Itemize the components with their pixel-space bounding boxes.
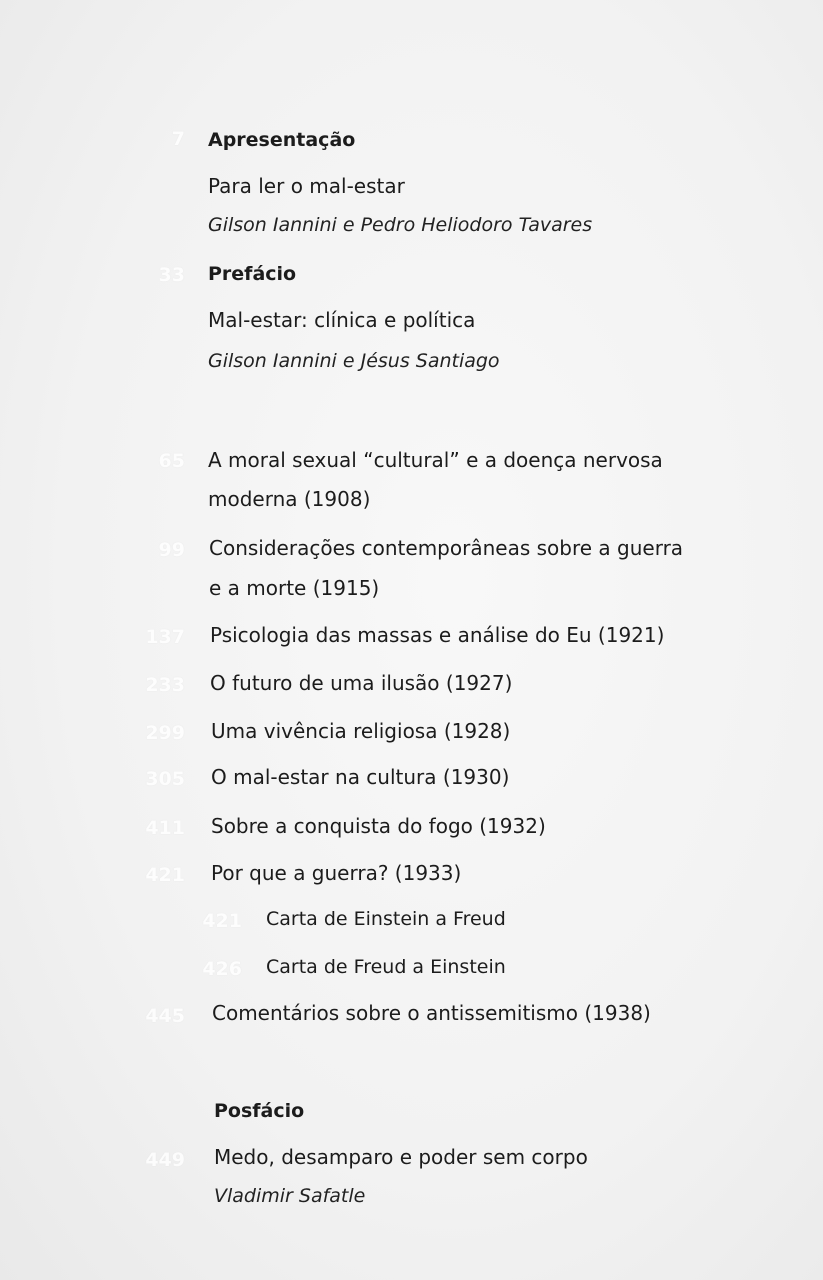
page-number: 421 <box>145 864 185 886</box>
section-heading: Apresentação <box>208 129 356 151</box>
toc-entry-title-continued: e a morte (1915) <box>209 576 380 600</box>
toc-entry-title: Sobre a conquista do fogo (1932) <box>211 814 546 838</box>
toc-entry-title-continued: moderna (1908) <box>208 487 371 511</box>
section-heading: Prefácio <box>208 263 297 285</box>
page-number: 33 <box>158 264 185 286</box>
toc-entry-author: Gilson Iannini e Jésus Santiago <box>208 350 500 372</box>
toc-entry-title: Para ler o mal-estar <box>208 174 405 198</box>
page-number: 411 <box>145 817 185 839</box>
toc-entry-title: Por que a guerra? (1933) <box>211 861 462 885</box>
toc-entry-title: Mal-estar: clínica e política <box>208 308 476 332</box>
toc-entry-author: Vladimir Safatle <box>214 1185 366 1207</box>
toc-entry-title: O futuro de uma ilusão (1927) <box>210 671 513 695</box>
page-number: 99 <box>158 539 185 561</box>
toc-entry-author: Gilson Iannini e Pedro Heliodoro Tavares <box>208 214 593 236</box>
toc-entry-title: Considerações contemporâneas sobre a guerra <box>209 536 684 560</box>
page-number: 426 <box>202 958 242 980</box>
toc-entry-title: Comentários sobre o antissemitismo (1938) <box>212 1001 651 1025</box>
toc-entry-title: A moral sexual “cultural” e a doença nervosa <box>208 448 663 472</box>
page-number: 445 <box>145 1005 185 1027</box>
page-number: 299 <box>145 722 185 744</box>
page-number: 449 <box>145 1149 185 1171</box>
toc-entry-title: Psicologia das massas e análise do Eu (1921) <box>210 623 665 647</box>
page-number: 421 <box>202 910 242 932</box>
page-number: 7 <box>171 128 185 150</box>
section-heading: Posfácio <box>214 1100 305 1122</box>
page-number: 233 <box>145 674 185 696</box>
page-number: 65 <box>158 450 185 472</box>
toc-entry-title: O mal-estar na cultura (1930) <box>211 765 510 789</box>
page-number: 137 <box>145 626 185 648</box>
toc-entry-title: Uma vivência religiosa (1928) <box>211 719 511 743</box>
toc-subentry-title: Carta de Einstein a Freud <box>266 908 506 930</box>
toc-subentry-title: Carta de Freud a Einstein <box>266 956 506 978</box>
page-number: 305 <box>145 768 185 790</box>
toc-entry-title: Medo, desamparo e poder sem corpo <box>214 1145 588 1169</box>
